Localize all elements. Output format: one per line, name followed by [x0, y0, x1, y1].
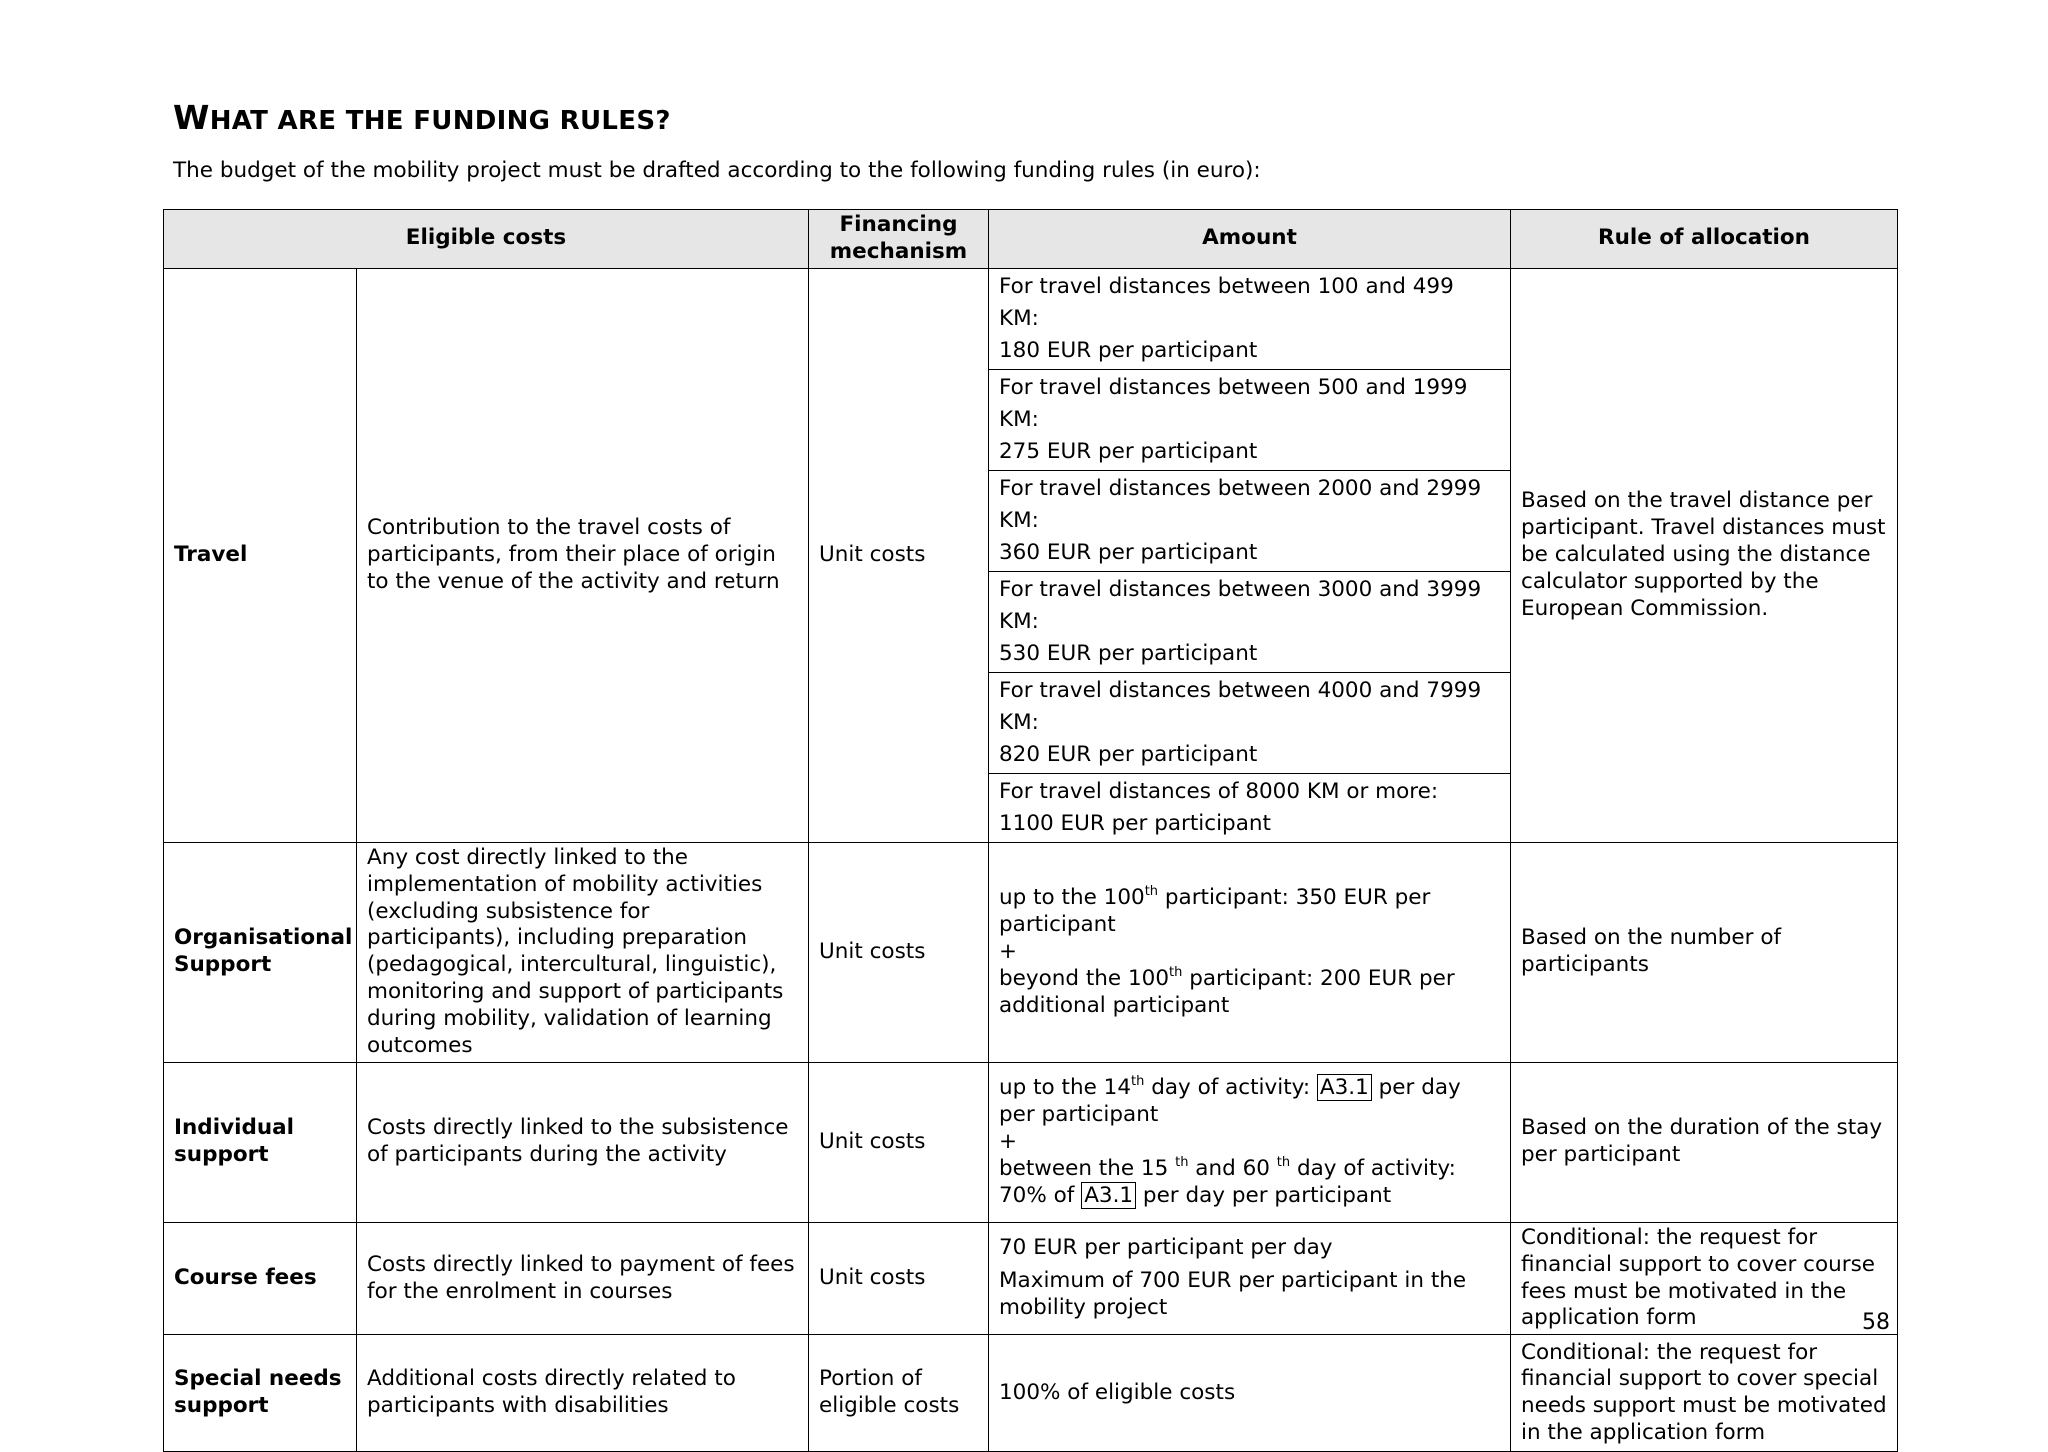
course-mechanism: Unit costs: [809, 1222, 989, 1335]
reference-a3-1: A3.1: [1081, 1182, 1136, 1209]
special-category: Special needs support: [164, 1335, 357, 1452]
table-row-organisational-support: [164, 842, 1898, 1062]
header-amount: Amount: [989, 210, 1511, 269]
travel-mechanism: Unit costs: [809, 268, 989, 842]
individual-category: Individual support: [164, 1062, 357, 1222]
travel-band: For travel distances between 4000 and 7999 KM: 820 EUR per participant: [989, 672, 1511, 773]
travel-band: For travel distances between 500 and 1999 KM: 275 EUR per participant: [989, 369, 1511, 470]
travel-band: For travel distances between 2000 and 2999 KM: 360 EUR per participant: [989, 470, 1511, 571]
travel-rule: Based on the travel distance per participant. Travel distances must be calculated using the distance calculator supported by the European Commission.: [1511, 268, 1898, 842]
reference-a3-1: A3.1: [1317, 1074, 1372, 1101]
travel-band: For travel distances between 100 and 499 KM: 180 EUR per participant: [989, 268, 1511, 369]
table-row-individual-support: [164, 1062, 1898, 1222]
special-description: Additional costs directly related to participants with disabilities: [357, 1335, 809, 1452]
individual-mechanism: Unit costs: [809, 1062, 989, 1222]
individual-amount: up to the 14th day of activity: A3.1 per day per participant + between the 15 $^{th}$ and 60 $^{th}$ day of activity: 70% of A3.1 per day per participant: [989, 1062, 1511, 1222]
table-row-special-needs: [164, 1335, 1898, 1452]
course-description: Costs directly linked to payment of fees for the enrolment in courses: [357, 1222, 809, 1335]
page-number: 58: [1862, 1310, 1890, 1335]
page-title: WHAT ARE THE FUNDING RULES?: [173, 98, 671, 137]
organisational-rule: Based on the number of participants: [1511, 842, 1898, 1062]
header-rule-of-allocation: Rule of allocation: [1511, 210, 1898, 269]
table-header-row: [164, 210, 1898, 269]
special-rule: Conditional: the request for financial support to cover special needs support must be motivated in the application form: [1511, 1335, 1898, 1452]
course-category: Course fees: [164, 1222, 357, 1335]
organisational-mechanism: Unit costs: [809, 842, 989, 1062]
header-eligible-costs: Eligible costs: [164, 210, 809, 269]
individual-description: Costs directly linked to the subsistence of participants during the activity: [357, 1062, 809, 1222]
organisational-amount: up to the 100th participant: 350 EUR per participant + beyond the 100th participant: 200 EUR per additional participant: [989, 842, 1511, 1062]
special-amount: 100% of eligible costs: [989, 1335, 1511, 1452]
travel-band: For travel distances between 3000 and 3999 KM: 530 EUR per participant: [989, 571, 1511, 672]
table-row-course-fees: [164, 1222, 1898, 1335]
organisational-category: Organisational Support: [164, 842, 357, 1062]
header-financing-mechanism: Financing mechanism: [809, 210, 989, 269]
individual-rule: Based on the duration of the stay per participant: [1511, 1062, 1898, 1222]
travel-category: Travel: [164, 268, 357, 842]
travel-description: Contribution to the travel costs of participants, from their place of origin to the venue of the activity and return: [357, 268, 809, 842]
special-mechanism: Portion of eligible costs: [809, 1335, 989, 1452]
table-row-travel: [164, 268, 1898, 369]
travel-band: For travel distances of 8000 KM or more: 1100 EUR per participant: [989, 773, 1511, 842]
course-amount: 70 EUR per participant per day Maximum of 700 EUR per participant in the mobility project: [989, 1222, 1511, 1335]
funding-rules-table: [163, 209, 1898, 1452]
course-rule: Conditional: the request for financial support to cover course fees must be motivated in the application form: [1511, 1222, 1898, 1335]
intro-text: The budget of the mobility project must be drafted according to the following funding rules (in euro):: [173, 158, 1261, 183]
organisational-description: Any cost directly linked to the implementation of mobility activities (excluding subsistence for participants), including preparation (pedagogical, intercultural, linguistic), monitoring and support of participants during mobility, validation of learning outcomes: [357, 842, 809, 1062]
